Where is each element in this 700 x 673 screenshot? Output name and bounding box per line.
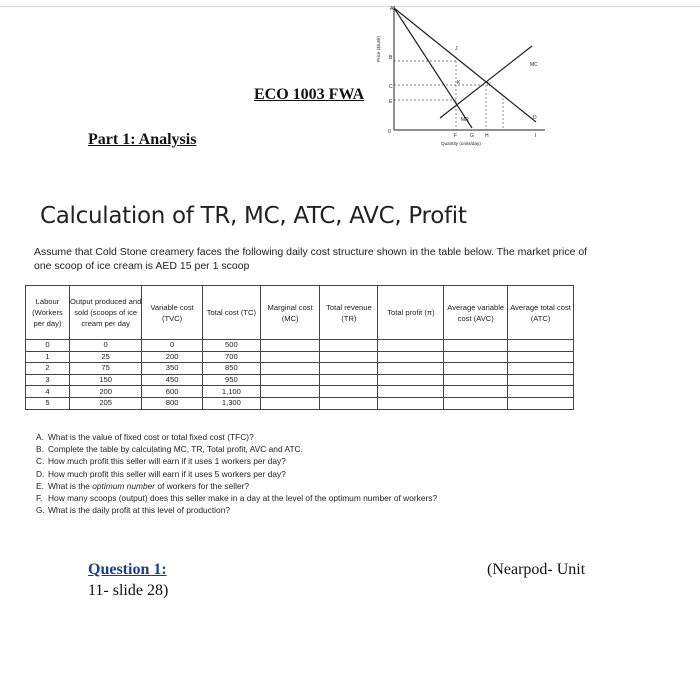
table-cell: 0 [69,340,141,352]
table-cell [320,374,378,386]
graph-point-j: J [455,46,458,52]
table-cell [508,386,574,398]
table-cell [320,363,378,375]
graph-point-g: G [470,133,474,139]
table-cell [508,363,574,375]
table-row [26,374,574,386]
question-item [36,504,437,516]
table-cell [320,397,378,409]
table-cell [378,386,444,398]
graph-demand-label: D [533,115,537,121]
col-header-output: Output produced and sold (scoops of ice cream per day [69,286,141,340]
col-header-tc: Total cost (TC) [202,286,260,340]
question-letter: B. [36,444,44,455]
table-cell: 850 [202,363,260,375]
graph-point-b: B [389,55,393,61]
table-cell: 2 [26,363,70,375]
table-cell [508,374,574,386]
question-text: How many scoops (output) does this seller make in a day at the level of the optimum number of workers? [48,493,438,504]
question-text: What is the [48,480,93,491]
table-cell [260,340,319,352]
graph-origin: 0 [388,129,391,135]
table-cell: 4 [26,386,70,398]
question-text: of workers for the seller? [155,480,250,491]
table-cell [508,397,574,409]
table-cell [320,351,378,363]
table-row [26,397,574,409]
question-1-link[interactable]: Question 1: [88,561,167,578]
table-cell [378,351,444,363]
table-cell: 5 [26,397,70,409]
question-item [36,492,437,504]
intro-paragraph: Assume that Cold Stone creamery faces the following daily cost structure shown in the table below. The market price of one scoop of ice cream is AED 15 per 1 scoop [34,246,588,272]
table-cell: 700 [202,351,260,363]
question-text: What is the value of fixed cost or total fixed cost (TFC)? [48,432,254,442]
graph-mc-label: MC [530,62,538,68]
part-title: Part 1: Analysis [88,131,197,148]
table-cell [444,374,508,386]
question-letter: C. [36,456,45,467]
graph-point-c: C [389,84,393,90]
table-cell: 0 [26,340,70,352]
table-cell [378,363,444,375]
question-text: How much profit this seller will earn if it uses 5 workers per day? [48,468,286,479]
demand-curve [394,8,536,122]
table-row [26,363,574,375]
graph-y-axis-label: Price ($/unit) [376,35,381,62]
table-cell [260,374,319,386]
table-cell: 200 [142,351,202,363]
table-cell: 950 [202,374,260,386]
table-cell: 205 [69,397,141,409]
monopoly-graph [370,0,550,150]
table-cell [378,374,444,386]
table-cell [444,386,508,398]
table-cell [260,386,319,398]
question-emphasis: optimum number [92,480,156,491]
question-text: How much profit this seller will earn if it uses 1 workers per day? [48,456,286,467]
mr-curve [394,8,472,128]
table-cell [260,351,319,363]
table-cell: 1,100 [202,386,260,398]
graph-point-h: H [485,133,489,139]
course-title: ECO 1003 FWA [254,86,365,103]
table-header-row [26,286,574,340]
table-cell: 500 [202,340,260,352]
graph-point-n: N [487,82,491,88]
graph-point-a: A [390,6,394,12]
col-header-tvc: Variable cost (TVC) [142,286,202,340]
col-header-atc: Average total cost (ATC) [508,286,574,340]
table-cell [444,340,508,352]
table-cell [260,363,319,375]
question-letter: A. [36,432,44,442]
col-header-tr: Total revenue (TR) [320,286,378,340]
col-header-avc: Average variable cost (AVC) [444,286,508,340]
graph-point-k: K [457,80,461,86]
table-cell: 1 [26,351,70,363]
question-list [36,431,437,516]
cost-table [25,285,574,410]
table-cell [260,397,319,409]
table-cell: 350 [142,363,202,375]
col-header-profit: Total profit (π) [378,286,444,340]
nearpod-reference: (Nearpod- Unit [487,561,586,578]
graph-point-f: F [454,133,458,139]
table-row [26,340,574,352]
question-text: What is the daily profit at this level of production? [48,505,231,516]
table-cell: 25 [69,351,141,363]
question-text: Complete the table by calculating MC, TR, Total profit, AVC and ATC. [48,444,303,455]
graph-point-e: E [389,99,393,105]
table-cell [320,386,378,398]
question-letter: D. [36,468,45,479]
table-cell: 450 [142,374,202,386]
table-cell [444,351,508,363]
question-item [36,431,437,443]
table-cell: 600 [142,386,202,398]
graph-point-i: I [535,133,537,139]
question-letter: G. [36,505,45,516]
table-cell: 3 [26,374,70,386]
section-heading: Calculation of TR, MC, ATC, AVC, Profit [40,203,467,229]
graph-guide-lines [394,61,503,130]
table-cell [444,397,508,409]
table-cell: 200 [69,386,141,398]
col-header-labour: Labour (Workers per day) [26,286,70,340]
table-cell [508,340,574,352]
table-cell [320,340,378,352]
top-border-line [0,6,700,7]
question-letter: F. [36,493,43,504]
table-cell: 0 [142,340,202,352]
table-cell: 1,300 [202,397,260,409]
question-item [36,480,437,492]
question-1-reference: 11- slide 28) [88,582,169,599]
table-cell [444,363,508,375]
table-cell [508,351,574,363]
table-cell [378,340,444,352]
table-cell [378,397,444,409]
table-cell: 150 [69,374,141,386]
graph-mr-label: MR [461,117,469,123]
table-row [26,351,574,363]
question-item [36,455,437,467]
table-body [26,340,574,410]
table-cell: 75 [69,363,141,375]
col-header-mc: Marginal cost (MC) [260,286,319,340]
graph-x-axis-label: Quantity (units/day) [441,141,481,146]
question-item [36,468,437,480]
table-cell: 800 [142,397,202,409]
question-letter: E. [36,480,44,491]
table-row [26,386,574,398]
question-item [36,443,437,455]
